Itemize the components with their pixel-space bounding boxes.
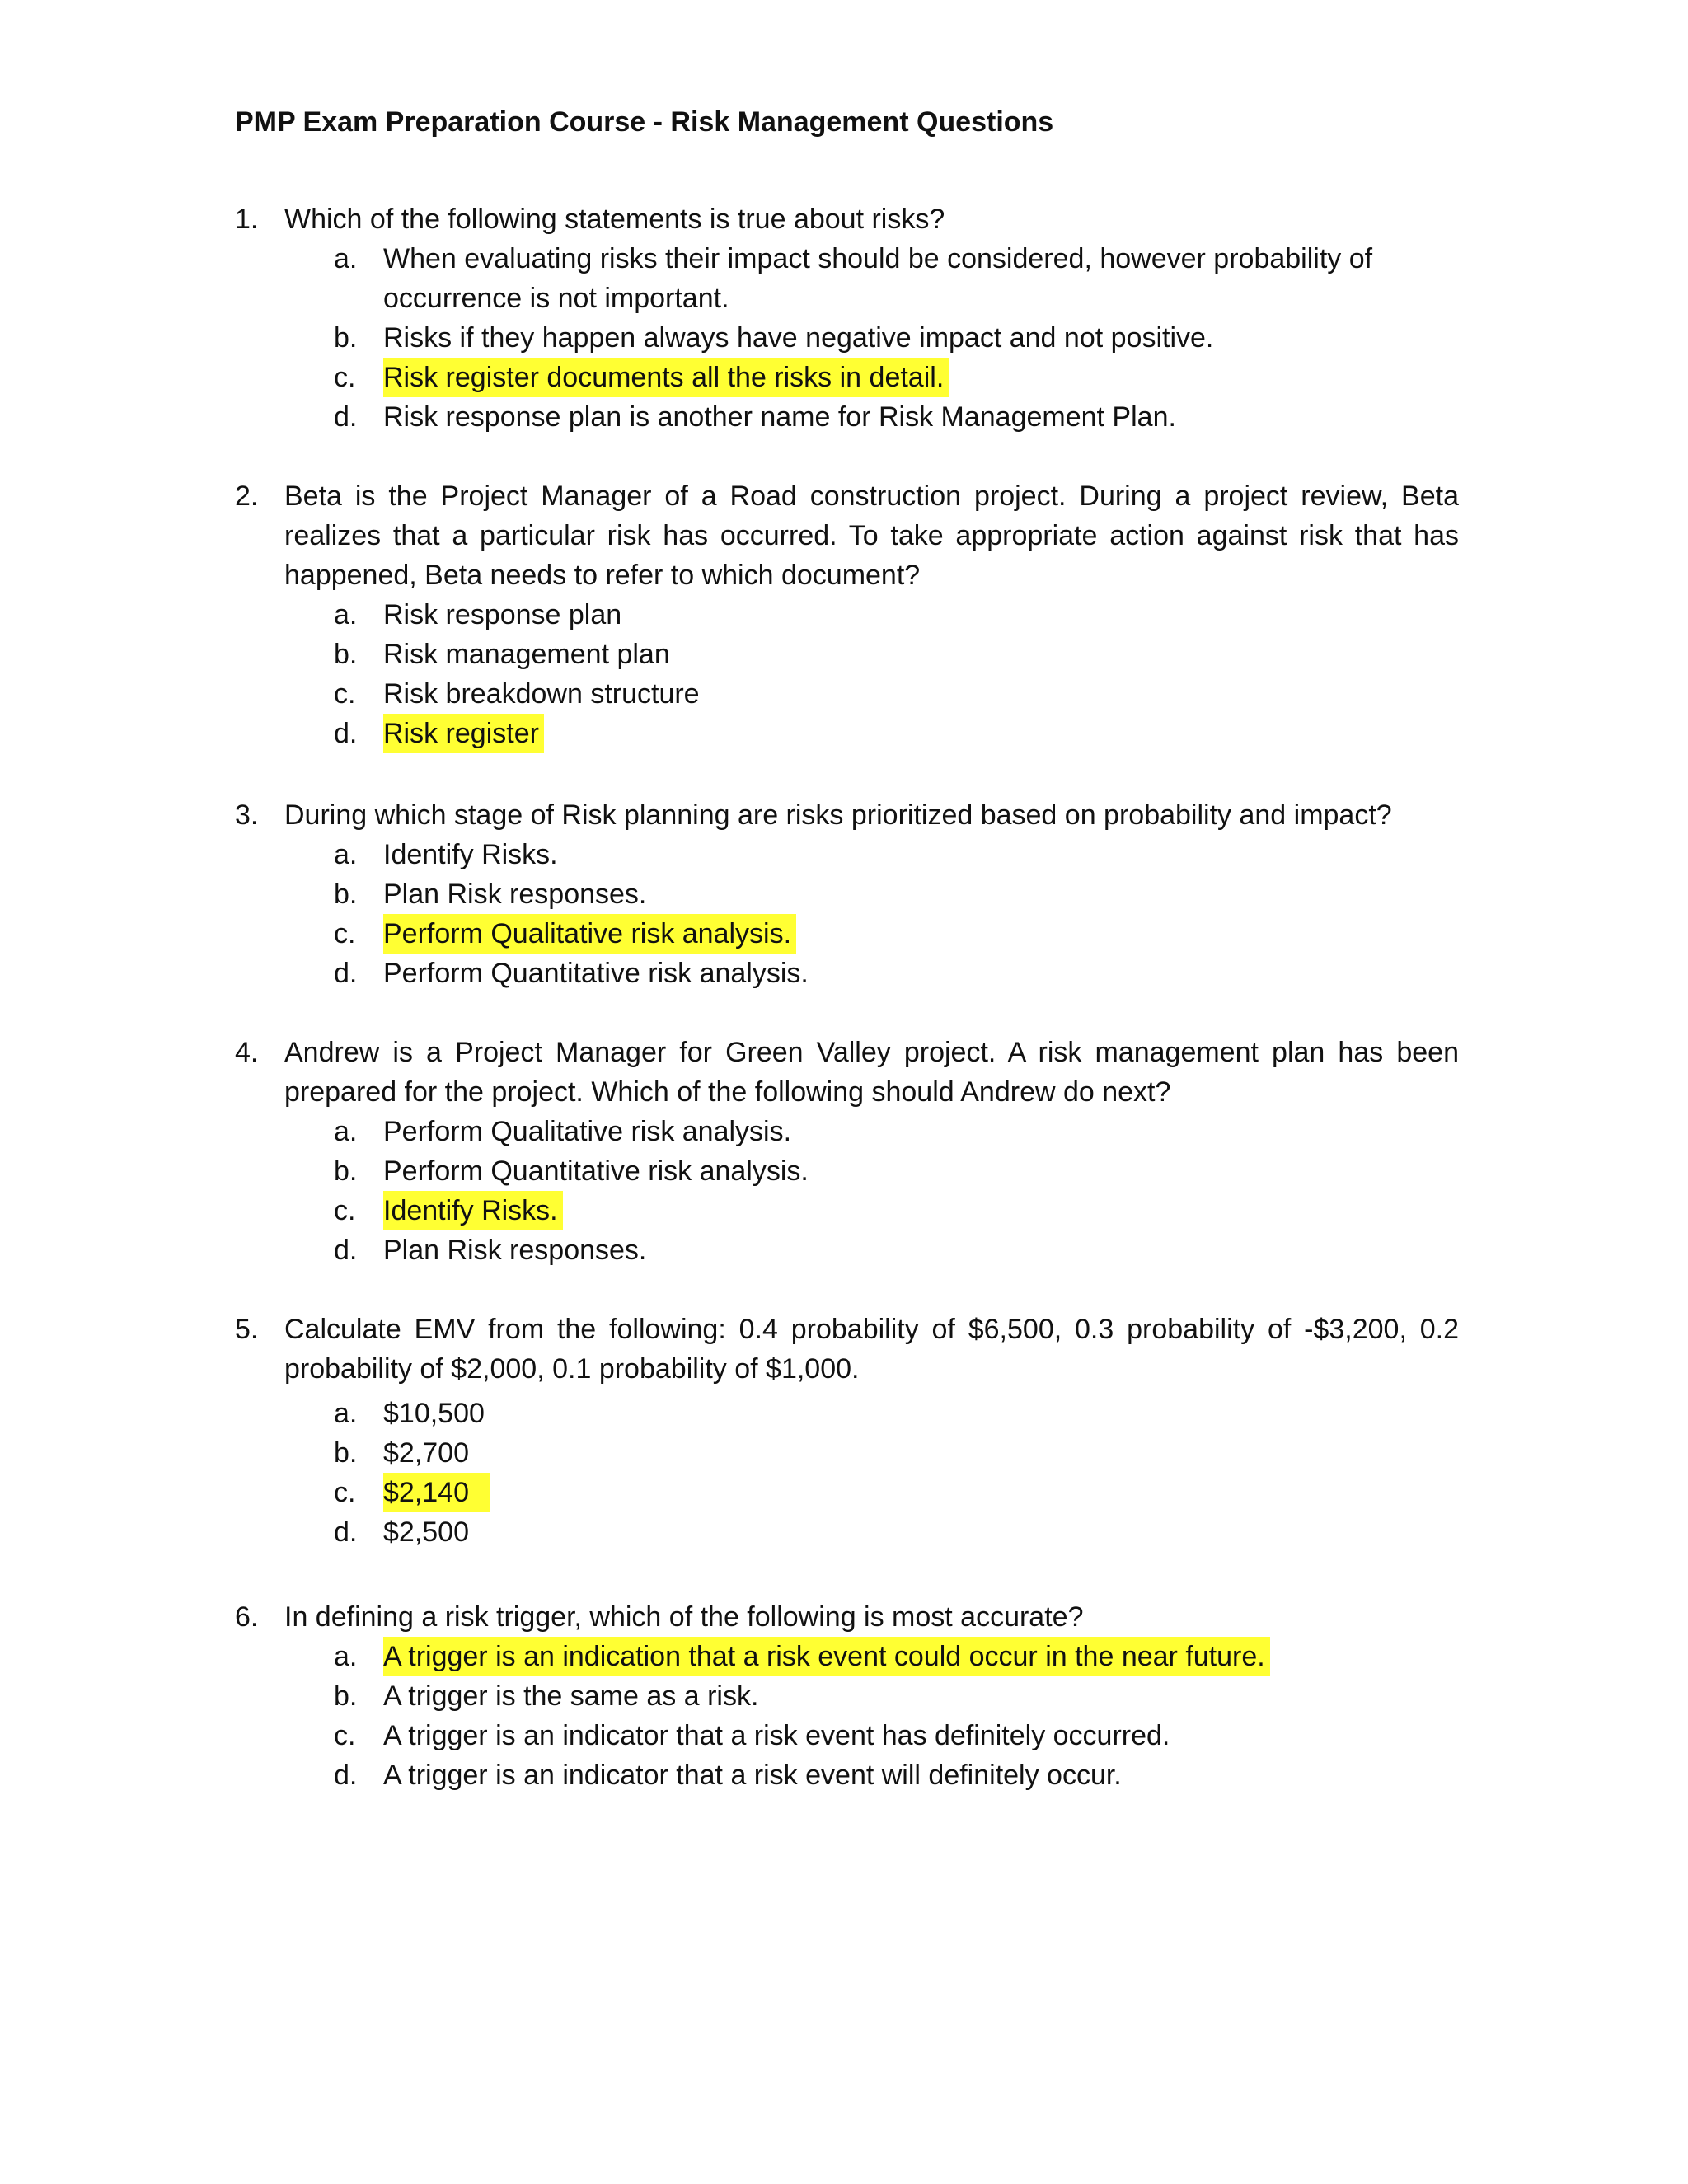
- answer-option-d: [334, 714, 1459, 753]
- question-text: Calculate EMV from the following: 0.4 probability of $6,500, 0.3 probability of -$3,200, 0.2 probability of $2,000, 0.1 probability of $1,000.: [284, 1314, 1459, 1385]
- question-number: 2.: [235, 480, 259, 512]
- option-letter: b.: [334, 322, 358, 354]
- question-text: In defining a risk trigger, which of the following is most accurate?: [284, 1601, 1084, 1633]
- option-letter: c.: [334, 918, 356, 949]
- option-text: Identify Risks.: [383, 1195, 558, 1226]
- answer-option-b: [334, 1433, 1459, 1473]
- option-text: Plan Risk responses.: [383, 1235, 647, 1266]
- option-letter: d.: [334, 401, 358, 433]
- question-4: [235, 1033, 1459, 1270]
- answer-option-b: [334, 874, 1459, 914]
- answer-option-a: [334, 835, 1459, 874]
- answer-option-b: [334, 1151, 1459, 1191]
- option-text: Risk register: [383, 718, 539, 749]
- question-text: Which of the following statements is true about risks?: [284, 204, 945, 235]
- option-letter: d.: [334, 1235, 358, 1266]
- option-letter: d.: [334, 958, 358, 989]
- option-text: Risk breakdown structure: [383, 678, 700, 710]
- highlighted-correct-answer: [334, 1473, 490, 1512]
- option-letter: b.: [334, 639, 358, 670]
- question-stem: [235, 199, 1459, 239]
- answer-option-b: [334, 318, 1459, 358]
- option-letter: c.: [334, 1477, 356, 1508]
- option-letter: b.: [334, 1680, 358, 1712]
- answer-option-c: [334, 1473, 1459, 1512]
- option-text: When evaluating risks their impact should be considered, however probability of occurrence is not important.: [383, 243, 1373, 314]
- option-letter: d.: [334, 718, 358, 749]
- option-text: $2,500: [383, 1516, 469, 1548]
- answer-option-b: [334, 1676, 1459, 1716]
- answer-option-c: [334, 674, 1459, 714]
- question-number: 6.: [235, 1601, 259, 1633]
- highlighted-correct-answer: [334, 358, 949, 397]
- question-stem: [235, 1033, 1459, 1112]
- question-text: During which stage of Risk planning are risks prioritized based on probability and impact?: [284, 799, 1392, 831]
- answer-option-c: [334, 1716, 1459, 1755]
- question-stem: [235, 1597, 1459, 1637]
- option-text: Perform Qualitative risk analysis.: [383, 1116, 792, 1147]
- option-letter: c.: [334, 1720, 356, 1751]
- option-letter: b.: [334, 1155, 358, 1187]
- option-text: A trigger is the same as a risk.: [383, 1680, 759, 1712]
- option-text: Risk register documents all the risks in detail.: [383, 362, 945, 393]
- option-text: Perform Qualitative risk analysis.: [383, 918, 792, 949]
- highlighted-correct-answer: [334, 714, 544, 753]
- answer-option-a: [334, 1637, 1459, 1676]
- option-letter: c.: [334, 362, 356, 393]
- option-letter: a.: [334, 1398, 358, 1429]
- option-text: Risk management plan: [383, 639, 670, 670]
- question-number: 4.: [235, 1037, 259, 1068]
- answer-option-d: [334, 1755, 1459, 1795]
- highlighted-correct-answer: [334, 914, 796, 954]
- highlighted-correct-answer: [334, 1191, 563, 1230]
- option-letter: b.: [334, 1437, 358, 1469]
- option-letter: a.: [334, 839, 358, 870]
- question-number: 3.: [235, 799, 259, 831]
- option-text: Perform Quantitative risk analysis.: [383, 1155, 809, 1187]
- option-text: Risks if they happen always have negative impact and not positive.: [383, 322, 1214, 354]
- question-stem: [235, 795, 1459, 835]
- option-text: $10,500: [383, 1398, 485, 1429]
- option-letter: c.: [334, 1195, 356, 1226]
- answer-option-d: [334, 1230, 1459, 1270]
- question-number: 5.: [235, 1314, 259, 1345]
- answer-option-b: [334, 635, 1459, 674]
- option-letter: c.: [334, 678, 356, 710]
- answer-option-c: [334, 914, 1459, 954]
- option-letter: d.: [334, 1760, 358, 1791]
- option-letter: a.: [334, 599, 358, 630]
- option-text: A trigger is an indication that a risk event could occur in the near future.: [383, 1641, 1265, 1672]
- answer-option-a: [334, 1112, 1459, 1151]
- highlighted-correct-answer: [334, 1637, 1270, 1676]
- answer-option-a: [334, 239, 1459, 318]
- document-title: PMP Exam Preparation Course - Risk Management Questions: [235, 106, 1054, 138]
- answer-option-d: [334, 1512, 1459, 1552]
- question-text: Beta is the Project Manager of a Road construction project. During a project review, Beta realizes that a particular risk has occurred. To take appropriate action against risk that has happened, Beta needs to refer to which document?: [284, 480, 1459, 591]
- answer-option-d: [334, 397, 1459, 437]
- question-stem: [235, 476, 1459, 595]
- question-5: [235, 1310, 1459, 1552]
- option-letter: a.: [334, 243, 358, 274]
- option-text: $2,700: [383, 1437, 469, 1469]
- question-number: 1.: [235, 204, 259, 235]
- question-text: Andrew is a Project Manager for Green Valley project. A risk management plan has been prepared for the project. Which of the following should Andrew do next?: [284, 1037, 1459, 1108]
- option-letter: a.: [334, 1116, 358, 1147]
- question-1: [235, 199, 1459, 437]
- option-text: A trigger is an indicator that a risk event will definitely occur.: [383, 1760, 1122, 1791]
- option-text: Plan Risk responses.: [383, 879, 647, 910]
- option-text: Risk response plan: [383, 599, 622, 630]
- answer-option-c: [334, 1191, 1459, 1230]
- question-6: [235, 1597, 1459, 1795]
- answer-option-a: [334, 595, 1459, 635]
- option-letter: b.: [334, 879, 358, 910]
- option-text: Perform Quantitative risk analysis.: [383, 958, 809, 989]
- answer-option-c: [334, 358, 1459, 397]
- option-text: Risk response plan is another name for Risk Management Plan.: [383, 401, 1176, 433]
- answer-option-d: [334, 954, 1459, 993]
- option-letter: a.: [334, 1641, 358, 1672]
- option-text: Identify Risks.: [383, 839, 558, 870]
- question-3: [235, 795, 1459, 993]
- option-text: $2,140: [383, 1477, 469, 1508]
- answer-option-a: [334, 1394, 1459, 1433]
- question-2: [235, 476, 1459, 753]
- option-letter: d.: [334, 1516, 358, 1548]
- question-stem: [235, 1310, 1459, 1389]
- option-text: A trigger is an indicator that a risk event has definitely occurred.: [383, 1720, 1170, 1751]
